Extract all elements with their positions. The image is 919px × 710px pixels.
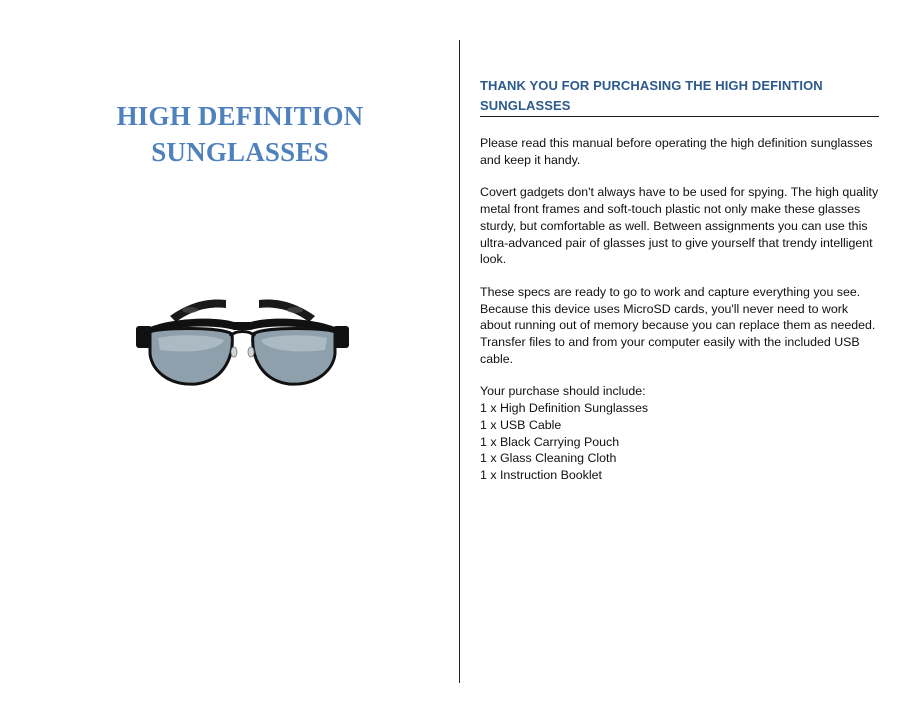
intro-paragraph: Please read this manual before operating the high definition sunglasses and keep it handy. [480,136,873,167]
section-heading [480,76,880,116]
right-column [480,76,880,484]
description-paragraph: Covert gadgets don't always have to be used for spying. The high quality metal front frames and soft-touch plastic not only make these glasses sturdy, but comfortable as well. Between assignments you can use this ultra-advanced pair of glasses just to give yourself that trendy intelligent look. [480,185,879,267]
package-contents-list [480,400,880,484]
sunglasses-photo [130,258,355,403]
left-column [40,40,440,680]
package-contents-intro: Your purchase should include: [480,384,646,399]
list-item: 1 x Black Carrying Pouch [480,434,620,449]
list-item: 1 x Instruction Booklet [480,467,602,482]
section-heading-line-1: THANK YOU FOR PURCHASING THE HIGH DEFINTION [480,78,823,93]
list-item: 1 x High Definition Sunglasses [480,401,649,416]
package-contents [480,383,880,483]
section-heading-line-2: SUNGLASSES [480,98,571,113]
page-title-line-2: SUNGLASSES [151,137,329,168]
features-paragraph: These specs are ready to go to work and capture everything you see. Because this device uses MicroSD cards, you'll never need to work about running out of memory because you can replace them as needed. Transfer files to and from your computer easily with the included USB cable. [480,284,876,366]
page-title [40,98,440,170]
list-item: 1 x USB Cable [480,417,562,432]
heading-underline [480,116,879,117]
list-item: 1 x Glass Cleaning Cloth [480,451,617,466]
column-divider [459,40,460,683]
page-title-line-1: HIGH DEFINITION [116,101,364,132]
